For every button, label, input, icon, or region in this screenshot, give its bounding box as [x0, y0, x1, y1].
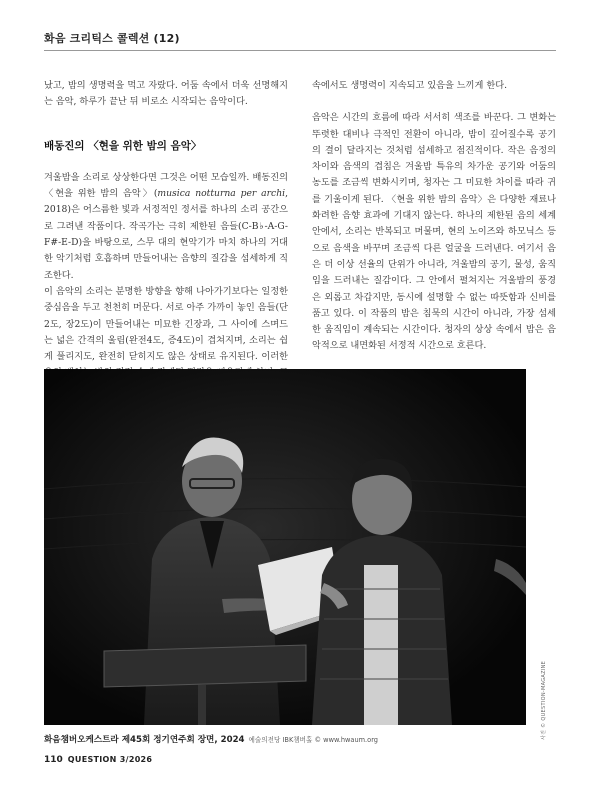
concert-photo — [44, 369, 526, 725]
right-column — [312, 78, 556, 355]
p1-italic-title: musica notturna per archi — [157, 188, 286, 200]
left-column — [44, 78, 288, 398]
photo-illustration — [44, 369, 526, 725]
p1-before: 겨울밤을 소리로 상상한다면 그것은 어떤 모습일까. 배동진의 〈현을 위한 밤의 음악〉( — [44, 171, 288, 200]
body-paragraph-3: 속에서도 생명력이 지속되고 있음을 느끼게 한다. — [312, 80, 508, 91]
magazine-issue: QUESTION 3/2026 — [67, 755, 153, 764]
photo-credit-vertical: 사진 © QUESTION-MAGAZINE — [541, 660, 547, 740]
page-number: 110 — [44, 755, 63, 765]
photo-caption — [44, 733, 378, 745]
running-title: 화음 크리틱스 콜렉션 (12) — [44, 32, 180, 45]
body-paragraph-2: 이 음악의 소리는 분명한 방향을 향해 나아가기보다는 일정한 중심음을 두고 천천히 머문다. 서로 아주 가까이 놓인 음들(단2도, 장2도)이 만들어내는 미묘한 긴장과, 그 사이에 스며드는 넓은 간격의 울림(완전4도, 증4도)이 겹쳐지며, 소리는 쉽게 풀리지도, 완전히 닫히지도 않은 상태로 유지된다. 이러한 — [44, 285, 288, 363]
page-footer — [44, 755, 152, 765]
p1-after: , 2018)은 어스름한 빛과 서정적인 정서를 하나의 소리 공간으로 그려낸 작품이다. 작곡가는 극히 제한된 음들(C-B♭-A-G-F#-E-D)을 바탕으로, 스무 대의 현악기가 마치 하나의 거대한 악기처럼 호흡하며 만들어내는 음향의 질감을 섬세하게 직조한다. — [44, 188, 288, 281]
body-paragraph-4: 음악은 시간의 흐름에 따라 서서히 색조를 바꾼다. 그 변화는 뚜렷한 대비나 극적인 전환이 아니라, 밤이 깊어질수록 공기의 결이 달라지는 것처럼 섬세하고 점진적이다. 작은 음정의 차이와 음색의 겹침은 겨울밤 특유의 차가운 공기와 어둠의 농도를 조금씩 변화시키며, 청자는 그 미묘한 차이를 따라 귀를 기울이게 된다. 〈현을 위한 밤의 음악〉은 다양한 재료나 화려한 음향 효과에 기대지 않는다. 하나의 제한된 음의 세계 안에서, 소리는 반복되고 머물며, 현의 노이즈와 하모닉스 등으로 음색을 바꾸며 조금씩 다른 얼굴을 드러낸다. 여기서 음은 더 이상 선율의 단위가 아니라, 겨울밤의 공기, 물성, 움직임을 드러내는 질감이다. 그 안에서 펼쳐지는 겨울밤의 풍경은 외롭고 차갑지만, 동시에 설명할 수 없는 따뜻함과 신비를 품고 있다. 이 작품의 밤은 침묵의 시간이 아니라, 가장 섬세한 움직임이 계속되는 시간이다. 청자의 상상 속에서 밤은 음악적으로 내면화된 서정적 시간으로 흐른다. — [312, 112, 556, 352]
section-title: 배동진의 〈현을 위한 밤의 음악〉 — [44, 139, 202, 152]
body-paragraph-1 — [44, 170, 288, 284]
caption-title: 화음챔버오케스트라 제45회 정기연주회 장면, 2024 — [44, 735, 245, 745]
header-rule — [44, 50, 556, 51]
caption-credit: 예술의전당 IBK챔버홀 © www.hwaum.org — [248, 736, 378, 744]
intro-paragraph: 났고, 밤의 생명력을 먹고 자랐다. 어둠 속에서 더욱 선명해지는 음악, 하루가 끝난 뒤 비로소 시작되는 음악이다. — [44, 80, 288, 108]
